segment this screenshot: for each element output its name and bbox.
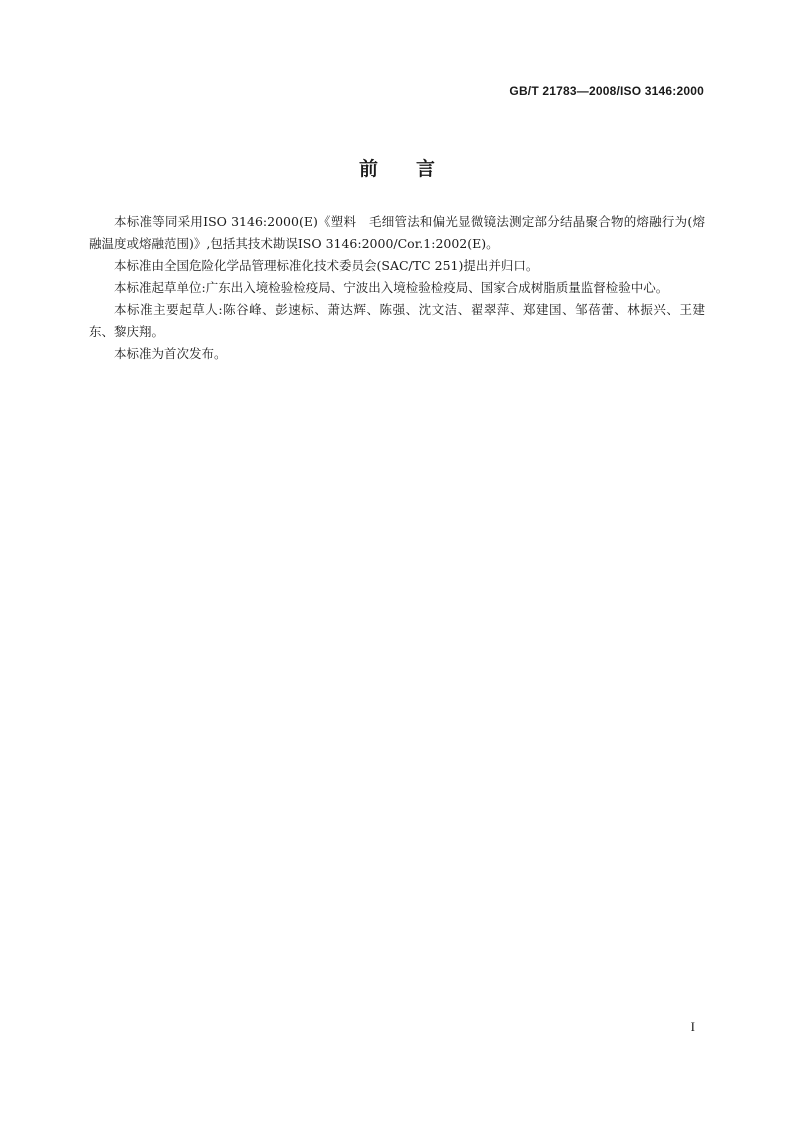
paragraph-drafters: 本标准主要起草人:陈谷峰、彭速标、萧达辉、陈强、沈文洁、翟翠萍、郑建国、邹蓓蕾、林振兴、王建东、黎庆翔。 bbox=[89, 302, 705, 339]
title-part-1: 前 bbox=[358, 158, 378, 180]
foreword-body bbox=[89, 211, 705, 365]
standard-code: GB/T 21783—2008/ISO 3146:2000 bbox=[509, 84, 704, 98]
page-number: I bbox=[690, 1019, 695, 1034]
paragraph-adoption: 本标准等同采用ISO 3146:2000(E)《塑料 毛细管法和偏光显微镜法测定部分结晶聚合物的熔融行为(熔融温度或熔融范围)》,包括其技术勘误ISO 3146:2000/Cor.1:2002(E)。 bbox=[89, 214, 705, 251]
paragraph-drafting-units: 本标准起草单位:广东出入境检验检疫局、宁波出入境检验检疫局、国家合成树脂质量监督检验中心。 bbox=[114, 280, 669, 295]
page-title bbox=[0, 154, 794, 181]
paragraph-proposer: 本标准由全国危险化学品管理标准化技术委员会(SAC/TC 251)提出并归口。 bbox=[114, 258, 539, 273]
title-part-2: 言 bbox=[416, 158, 436, 180]
paragraph-first-release: 本标准为首次发布。 bbox=[114, 346, 227, 361]
